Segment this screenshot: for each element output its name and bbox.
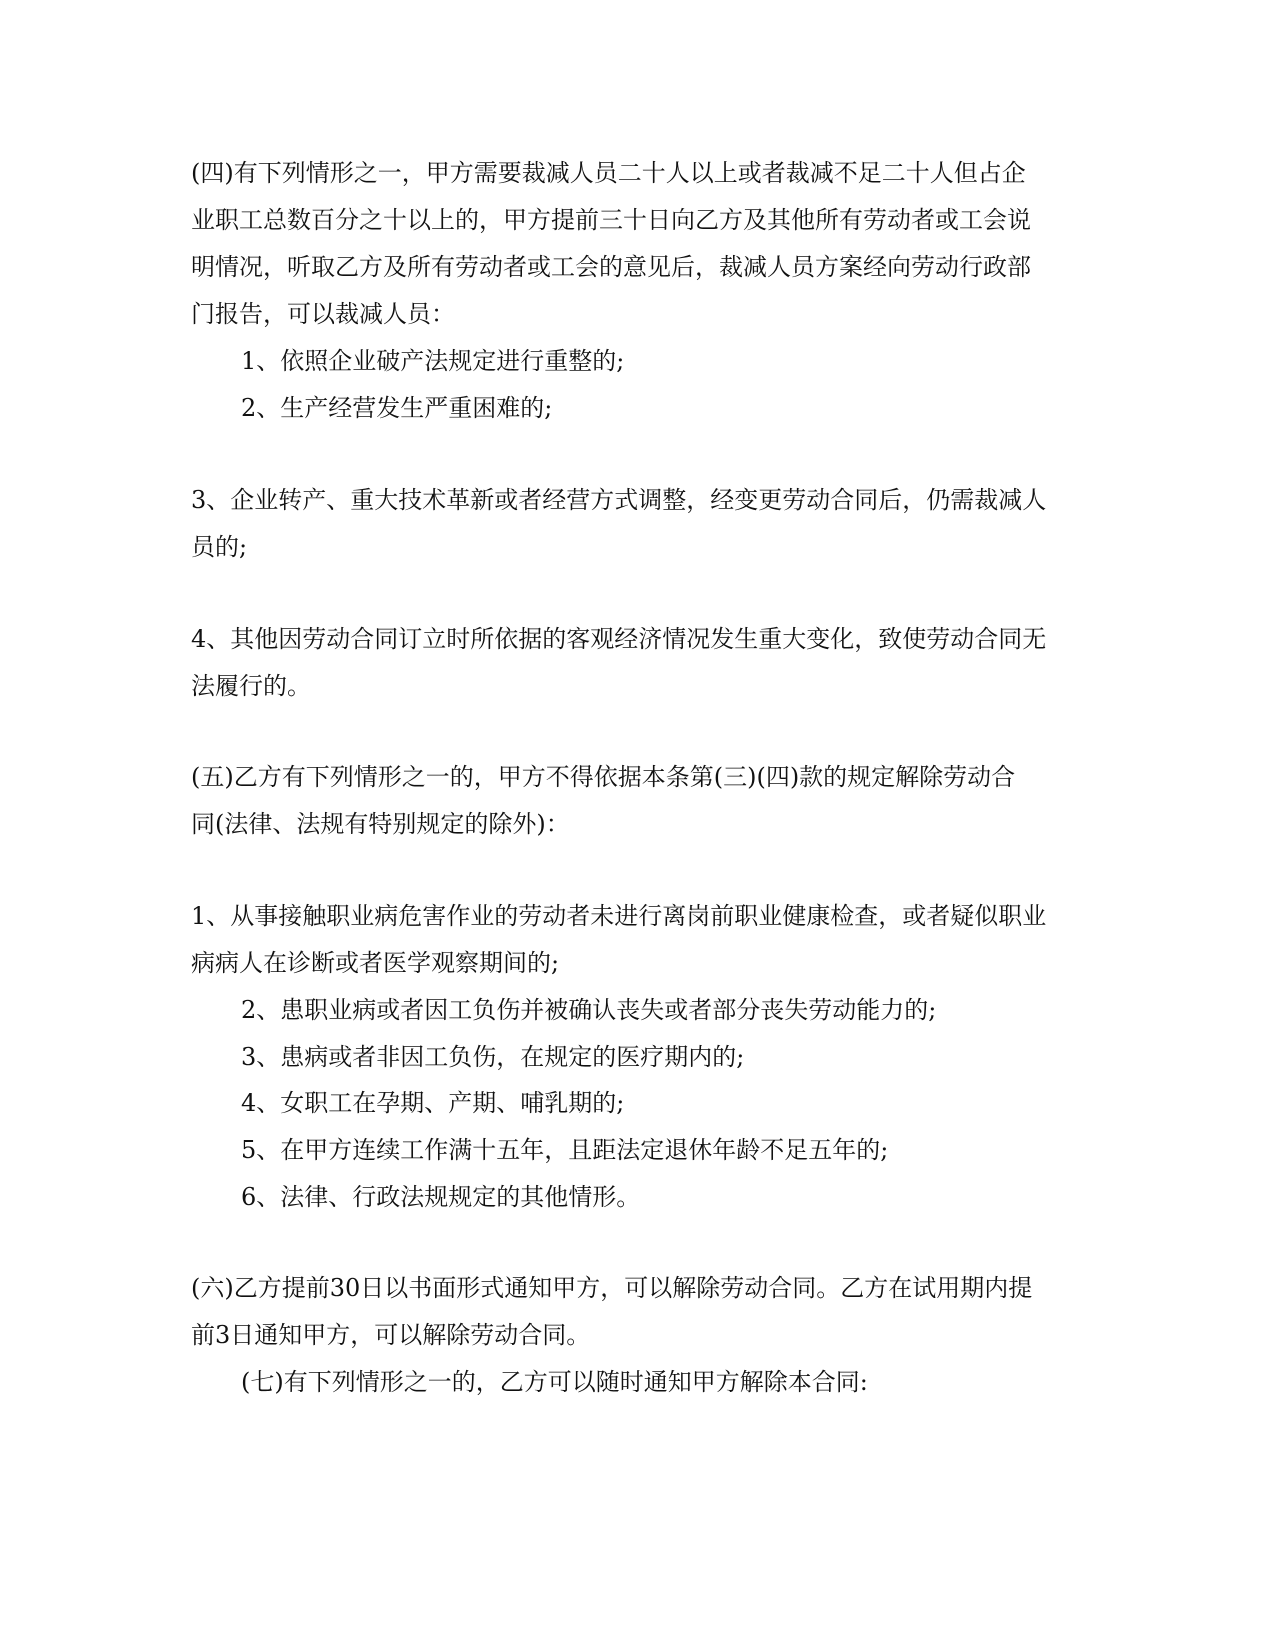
paragraph-4-line-1: (四)有下列情形之一，甲方需要裁减人员二十人以上或者裁减不足二十人但占企 [191,159,1026,187]
list-item: 6、法律、行政法规规定的其他情形。 [241,1183,641,1211]
list-item: 1、从事接触职业病危害作业的劳动者未进行离岗前职业健康检查，或者疑似职业 [191,902,1047,930]
paragraph-4-line-3: 明情况，听取乙方及所有劳动者或工会的意见后，裁减人员方案经向劳动行政部 [191,253,1031,281]
list-item: 1、依照企业破产法规定进行重整的; [241,347,625,375]
list-item: 5、在甲方连续工作满十五年，且距法定退休年龄不足五年的; [241,1136,889,1164]
list-item-continuation: 员的; [191,533,248,561]
list-item: 2、患职业病或者因工负伤并被确认丧失或者部分丧失劳动能力的; [241,996,937,1024]
list-item: 2、生产经营发生严重困难的; [241,394,553,422]
paragraph-7-line-1: (七)有下列情形之一的，乙方可以随时通知甲方解除本合同: [241,1368,868,1396]
list-item: 3、企业转产、重大技术革新或者经营方式调整，经变更劳动合同后，仍需裁减人 [191,486,1047,514]
paragraph-4-line-4: 门报告，可以裁减人员： [191,300,455,328]
paragraph-5-line-1: (五)乙方有下列情形之一的，甲方不得依据本条第(三)(四)款的规定解除劳动合 [191,763,1016,791]
list-item: 4、女职工在孕期、产期、哺乳期的; [241,1089,625,1117]
list-item-continuation: 病病人在诊断或者医学观察期间的; [191,949,560,977]
paragraph-5-line-2: 同(法律、法规有特别规定的除外)： [191,810,570,838]
paragraph-6-line-1: (六)乙方提前30日以书面形式通知甲方，可以解除劳动合同。乙方在试用期内提 [191,1274,1033,1302]
paragraph-4-line-2: 业职工总数百分之十以上的，甲方提前三十日向乙方及其他所有劳动者或工会说 [191,206,1031,234]
list-item-continuation: 法履行的。 [191,672,311,700]
paragraph-6-line-2: 前3日通知甲方，可以解除劳动合同。 [191,1321,591,1349]
list-item: 4、其他因劳动合同订立时所依据的客观经济情况发生重大变化，致使劳动合同无 [191,625,1047,653]
list-item: 3、患病或者非因工负伤，在规定的医疗期内的; [241,1043,745,1071]
